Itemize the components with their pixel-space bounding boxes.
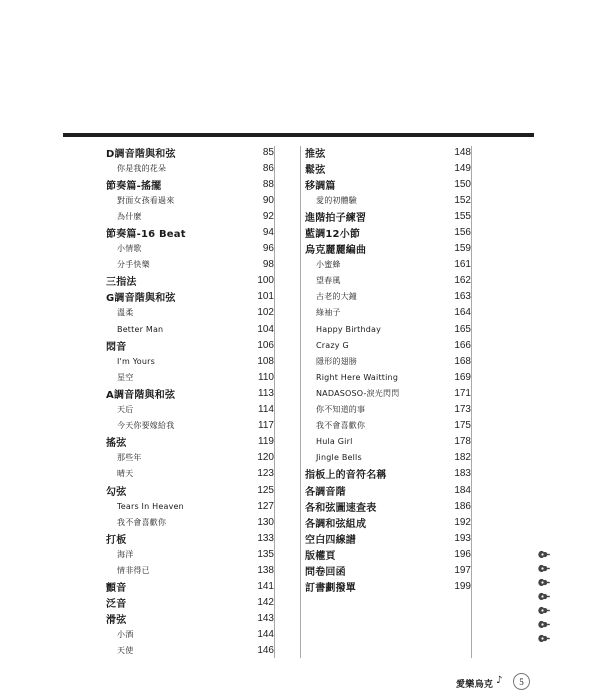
toc-entry-title: G調音階與和弦 <box>106 293 176 305</box>
toc-entry <box>106 176 274 192</box>
toc-entry-title: Hula Girl <box>316 437 353 447</box>
toc-entry-page: 101 <box>257 291 274 303</box>
toc-entry-page: 104 <box>257 323 274 335</box>
toc-entry <box>106 579 274 595</box>
toc-entry <box>106 337 274 353</box>
toc-entry <box>305 176 471 192</box>
toc-entry-title: 我不會喜歡你 <box>117 517 167 527</box>
toc-entry-page: 183 <box>454 468 471 480</box>
toc-entry <box>106 627 274 643</box>
toc-entry-page: 199 <box>454 581 471 593</box>
toc-entry-page: 130 <box>257 516 274 528</box>
toc-entry-page: 182 <box>454 452 471 464</box>
toc-entry-title: NADASOSO-淚光閃閃 <box>316 388 400 398</box>
toc-entry <box>305 402 471 418</box>
toc-entry-title: 為什麼 <box>117 211 142 221</box>
toc-entry-page: 168 <box>454 355 471 367</box>
top-rule <box>63 133 534 137</box>
toc-entry-title: 天后 <box>117 405 134 415</box>
toc-entry-page: 165 <box>454 323 471 335</box>
toc-entry <box>305 514 471 530</box>
toc-entry-title: 節奏篇-16 Beat <box>106 229 186 241</box>
toc-entry <box>305 257 471 273</box>
toc-entry-title: Crazy G <box>316 340 349 350</box>
toc-entry <box>106 369 274 385</box>
column-divider-right <box>471 146 472 658</box>
toc-entry-page: 148 <box>454 146 471 158</box>
toc-entry-title: 星空 <box>117 372 134 382</box>
toc-entry <box>106 385 274 401</box>
toc-entry <box>305 353 471 369</box>
ukulele-icon <box>537 562 551 574</box>
toc-entry-title: 晴天 <box>117 469 134 479</box>
toc-entry-page: 149 <box>454 162 471 174</box>
toc-entry-page: 163 <box>454 291 471 303</box>
toc-entry <box>305 546 471 562</box>
toc-entry <box>305 289 471 305</box>
toc-entry-title: 天使 <box>117 646 134 656</box>
toc-entry-page: 150 <box>454 178 471 190</box>
ukulele-icon <box>537 604 551 616</box>
toc-entry-page: 173 <box>454 404 471 416</box>
toc-entry-page: 143 <box>257 613 274 625</box>
toc-entry-title: 溫柔 <box>117 308 134 318</box>
toc-entry-title: 打板 <box>106 534 127 546</box>
toc-entry <box>305 192 471 208</box>
toc-entry-title: Right Here Waitting <box>316 372 399 382</box>
toc-entry <box>106 321 274 337</box>
toc-entry <box>305 369 471 385</box>
toc-entry-title: 今天你要嫁給我 <box>117 421 175 431</box>
toc-entry-page: 135 <box>257 548 274 560</box>
toc-entry-page: 178 <box>454 436 471 448</box>
toc-entry-page: 196 <box>454 548 471 560</box>
toc-entry-page: 184 <box>454 484 471 496</box>
toc-entry-title: 鬆弦 <box>305 164 326 176</box>
toc-entry <box>305 530 471 546</box>
toc-entry-title: 悶音 <box>106 341 127 353</box>
toc-entry <box>106 482 274 498</box>
toc-entry-page: 164 <box>454 307 471 319</box>
toc-entry-page: 166 <box>454 339 471 351</box>
toc-entry-title: 進階拍子練習 <box>305 212 367 224</box>
toc-entry <box>305 482 471 498</box>
toc-entry-title: 藍調12小節 <box>305 229 361 241</box>
toc-entry-title: 情非得已 <box>117 565 150 575</box>
toc-entry-page: 146 <box>257 645 274 657</box>
toc-entry <box>305 208 471 224</box>
toc-entry-title: 各調音階 <box>305 486 346 498</box>
toc-entry-title: 勾弦 <box>106 486 127 498</box>
toc-entry <box>305 498 471 514</box>
toc-entry-title: 綠袖子 <box>316 308 341 318</box>
toc-entry-page: 123 <box>257 468 274 480</box>
toc-entry <box>106 498 274 514</box>
toc-entry-title: 指板上的音符名稱 <box>305 470 387 482</box>
toc-entry-page: 138 <box>257 564 274 576</box>
toc-entry <box>305 160 471 176</box>
toc-entry <box>106 595 274 611</box>
toc-entry-title: 節奏篇-搖擺 <box>106 180 162 192</box>
toc-entry-page: 125 <box>257 484 274 496</box>
toc-entry-page: 100 <box>257 275 274 287</box>
toc-entry-page: 186 <box>454 500 471 512</box>
toc-entry <box>106 530 274 546</box>
toc-entry-page: 85 <box>262 146 274 158</box>
toc-entry <box>305 273 471 289</box>
toc-entry-page: 114 <box>258 404 274 416</box>
toc-entry-title: 海洋 <box>117 549 134 559</box>
toc-entry <box>106 402 274 418</box>
toc-entry-title: 烏克麗麗編曲 <box>305 245 367 257</box>
toc-entry-title: Jingle Bells <box>316 453 362 463</box>
toc-entry <box>305 562 471 578</box>
toc-entry <box>106 305 274 321</box>
toc-entry-title: 空白四線譜 <box>305 534 356 546</box>
toc-entry-title: 望春風 <box>316 276 341 286</box>
toc-entry <box>106 546 274 562</box>
toc-entry <box>106 562 274 578</box>
toc-entry-page: 92 <box>262 210 274 222</box>
toc-entry-page: 120 <box>257 452 274 464</box>
toc-entry <box>305 337 471 353</box>
toc-entry <box>305 224 471 240</box>
toc-entry-page: 155 <box>454 210 471 222</box>
toc-entry-title: 推弦 <box>305 148 326 160</box>
toc-entry <box>305 466 471 482</box>
footer-book-title: 愛樂烏克 <box>456 680 494 690</box>
page-number: 5 <box>513 673 530 690</box>
toc-entry-title: A調音階與和弦 <box>106 389 176 401</box>
toc-entry-title: D調音階與和弦 <box>106 148 176 160</box>
toc-entry-title: 移調篇 <box>305 180 336 192</box>
ukulele-icon <box>537 590 551 602</box>
toc-entry-title: 三指法 <box>106 277 137 289</box>
toc-entry <box>305 450 471 466</box>
toc-entry <box>106 208 274 224</box>
toc-entry-page: 110 <box>258 371 274 383</box>
toc-entry-title: Tears In Heaven <box>117 501 184 511</box>
toc-entry <box>106 466 274 482</box>
toc-entry <box>305 241 471 257</box>
toc-entry-title: Happy Birthday <box>316 324 382 334</box>
toc-entry <box>305 385 471 401</box>
toc-entry <box>106 257 274 273</box>
ukulele-strip <box>537 548 551 646</box>
toc-entry-page: 175 <box>454 420 471 432</box>
toc-entry-page: 127 <box>257 500 274 512</box>
toc-entry <box>106 192 274 208</box>
ukulele-icon <box>537 632 551 644</box>
toc-entry-title: 你不知道的事 <box>316 405 366 415</box>
toc-entry-page: 117 <box>258 420 274 432</box>
toc-entry <box>106 160 274 176</box>
toc-column-left <box>106 144 274 659</box>
toc-entry-title: 各調和弦組成 <box>305 518 367 530</box>
music-note-icon: ♪ <box>496 675 503 686</box>
toc-entry-title: 各和弦圖速查表 <box>305 502 377 514</box>
ukulele-icon <box>537 576 551 588</box>
toc-entry-page: 141 <box>257 581 274 593</box>
toc-column-right <box>305 144 471 595</box>
toc-entry <box>305 321 471 337</box>
toc-entry-page: 193 <box>454 532 471 544</box>
toc-entry <box>305 434 471 450</box>
toc-entry-title: 你是我的花朵 <box>117 163 167 173</box>
toc-entry <box>305 144 471 160</box>
column-divider-middle <box>300 146 301 658</box>
toc-entry-title: Better Man <box>117 324 164 334</box>
toc-entry-page: 88 <box>262 178 274 190</box>
toc-entry-page: 98 <box>262 259 274 271</box>
toc-entry <box>106 241 274 257</box>
toc-entry-title: 搖弦 <box>106 438 127 450</box>
toc-entry-page: 162 <box>454 275 471 287</box>
toc-entry-page: 94 <box>262 227 274 239</box>
toc-entry-page: 152 <box>454 194 471 206</box>
toc-entry-title: 古老的大鐘 <box>316 292 357 302</box>
toc-entry-title: 問卷回函 <box>305 566 346 578</box>
toc-entry <box>305 305 471 321</box>
toc-entry-title: 版權頁 <box>305 550 336 562</box>
toc-entry-title: 泛音 <box>106 599 127 611</box>
toc-entry-title: 隱形的翅膀 <box>316 356 357 366</box>
toc-entry-page: 133 <box>257 532 274 544</box>
toc-entry-page: 96 <box>262 243 274 255</box>
ukulele-icon <box>537 618 551 630</box>
toc-entry <box>106 514 274 530</box>
toc-entry-page: 142 <box>257 597 274 609</box>
toc-entry-title: 分手快樂 <box>117 260 150 270</box>
toc-entry <box>106 273 274 289</box>
toc-entry <box>106 450 274 466</box>
toc-entry-title: 滑弦 <box>106 615 127 627</box>
toc-entry-page: 192 <box>454 516 471 528</box>
toc-entry-title: 對面女孩看過來 <box>117 195 175 205</box>
column-divider-left <box>274 146 275 658</box>
toc-entry-title: 訂書劃撥單 <box>305 583 356 595</box>
toc-entry <box>106 289 274 305</box>
toc-entry-page: 108 <box>257 355 274 367</box>
toc-entry-page: 113 <box>258 387 274 399</box>
toc-entry-title: 小蜜蜂 <box>316 260 341 270</box>
toc-entry-title: 顫音 <box>106 583 127 595</box>
toc-entry-page: 159 <box>454 243 471 255</box>
toc-entry-page: 106 <box>257 339 274 351</box>
toc-entry <box>106 418 274 434</box>
toc-entry-page: 197 <box>454 564 471 576</box>
ukulele-icon <box>537 548 551 560</box>
toc-entry-page: 86 <box>262 162 274 174</box>
toc-entry <box>106 144 274 160</box>
toc-entry <box>305 418 471 434</box>
toc-entry-page: 119 <box>258 436 274 448</box>
toc-entry-title: 愛的初體驗 <box>316 195 357 205</box>
toc-entry <box>305 579 471 595</box>
toc-entry <box>106 611 274 627</box>
toc-entry <box>106 434 274 450</box>
toc-entry <box>106 643 274 659</box>
toc-entry-title: 那些年 <box>117 453 142 463</box>
toc-entry-title: 小酒 <box>117 630 134 640</box>
toc-entry-title: 小情歌 <box>117 244 142 254</box>
toc-entry-page: 171 <box>454 387 471 399</box>
toc-entry-page: 156 <box>454 227 471 239</box>
toc-entry-page: 161 <box>454 259 471 271</box>
toc-entry-title: I'm Yours <box>117 356 155 366</box>
toc-entry <box>106 224 274 240</box>
toc-entry-page: 169 <box>454 371 471 383</box>
toc-entry-title: 我不會喜歡你 <box>316 421 366 431</box>
toc-entry <box>106 353 274 369</box>
toc-entry-page: 90 <box>262 194 274 206</box>
toc-entry-page: 144 <box>257 629 274 641</box>
toc-entry-page: 102 <box>257 307 274 319</box>
